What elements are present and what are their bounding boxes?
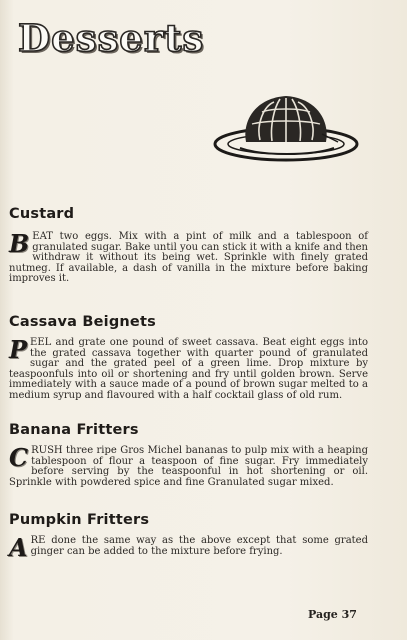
dropcap: P xyxy=(9,335,28,364)
recipe-body: EEL and grate one pound of sweet cassava. Beat eight eggs into the grated cassava together with quarter pound of granulated sugar and the grated peel of a green lime. Drop mixture by teaspoonfuls into oil or shortening and fry until golden brown. Serve immediately with a sauce made of a pound of brown sugar melted to a medium syrup and flavoured with a half cocktail glass of old rum. xyxy=(9,337,368,401)
recipe-pumpkin-fritters xyxy=(0,512,407,562)
recipe-banana-fritters xyxy=(0,422,407,488)
recipe-title: Pumpkin Fritters xyxy=(9,512,150,528)
recipe-body: RE done the same way as the above except that some grated ginger can be added to the mixture before frying. xyxy=(30,535,368,557)
dropcap: C xyxy=(9,443,29,472)
dropcap: A xyxy=(9,533,28,562)
recipe-title: Custard xyxy=(9,206,75,222)
pudding-mold-illustration xyxy=(212,90,360,172)
page-number: Page 37 xyxy=(308,608,357,621)
recipe-text xyxy=(0,443,407,488)
recipe-custard xyxy=(0,206,407,285)
dropcap: B xyxy=(9,229,30,258)
recipe-body: RUSH three ripe Gros Michel bananas to pulp mix with a heaping tablespoon of flour a teaspoon of fine sugar. Fry immediately before serving by the teaspoonful in hot shortening or oil. Sprinkle with powdered spice and fine Granulated sugar mixed. xyxy=(9,445,368,488)
page-title: Desserts xyxy=(18,16,205,60)
recipe-cassava-beignets xyxy=(0,314,407,402)
recipe-title: Banana Fritters xyxy=(9,422,139,438)
recipe-text xyxy=(0,335,407,402)
recipe-text xyxy=(0,533,407,562)
recipe-body: EAT two eggs. Mix with a pint of milk and a tablespoon of granulated sugar. Bake until you can stick it with a knife and then withdraw it without its being wet. Sprinkle with finely grated nutmeg. If available, a dash of vanilla in the mixture before baking improves it. xyxy=(9,231,368,285)
recipe-text xyxy=(0,229,407,285)
recipe-title: Cassava Beignets xyxy=(9,314,156,330)
